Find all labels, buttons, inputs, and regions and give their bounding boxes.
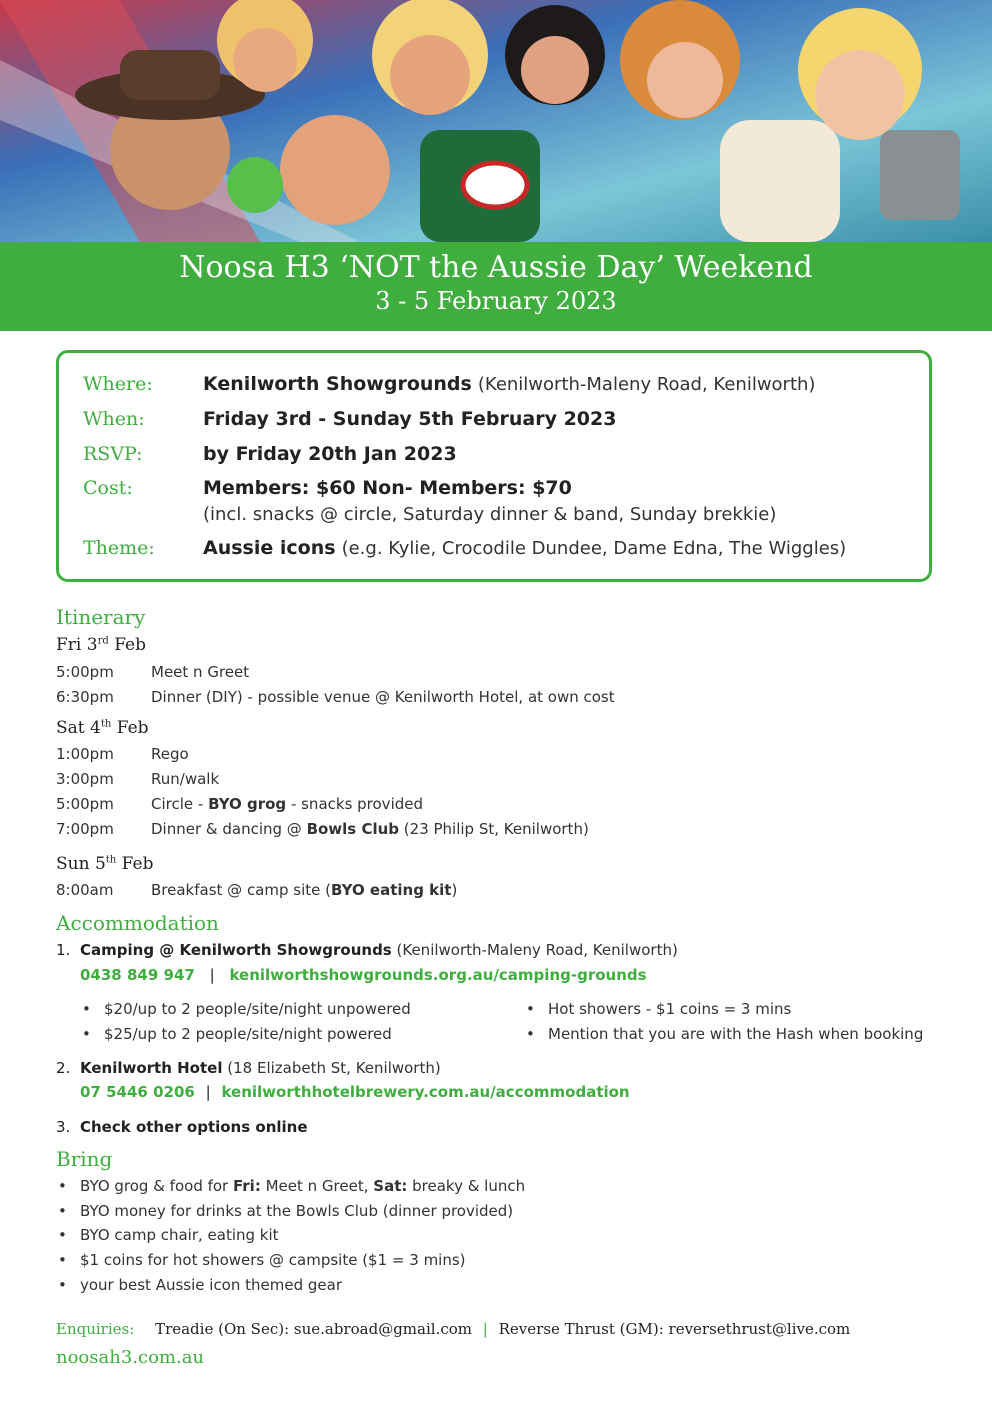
itinerary-item: 6:30pm Dinner (DIY) - possible venue @ Kenilworth Hotel, at own cost: [56, 688, 615, 706]
theme-examples: (e.g. Kylie, Crocodile Dundee, Dame Edna, The Wiggles): [341, 538, 847, 559]
where-venue: Kenilworth Showgrounds: [203, 373, 472, 395]
contact-gm[interactable]: Reverse Thrust (GM): reversethrust@live.com: [498, 1320, 851, 1338]
enquiries-label: Enquiries:: [56, 1320, 135, 1338]
event-dates: 3 - 5 February 2023: [375, 287, 617, 315]
itinerary-item: 5:00pm Meet n Greet: [56, 663, 250, 681]
bring-heading: Bring: [56, 1147, 113, 1171]
itinerary-item: 1:00pm Rego: [56, 745, 189, 763]
itinerary-item: 7:00pm Dinner & dancing @ Bowls Club (23 Philip St, Kenilworth): [56, 820, 589, 838]
where-label: Where:: [83, 373, 153, 395]
day-friday: Fri 3rd Feb: [56, 635, 146, 655]
accommodation-item-1: 1. Camping @ Kenilworth Showgrounds (Kenilworth-Maleny Road, Kenilworth): [56, 941, 678, 959]
title-banner: [0, 242, 992, 331]
theme-label: Theme:: [83, 537, 155, 559]
when-label: When:: [83, 408, 145, 430]
camping-bullet: • $20/up to 2 people/site/night unpowered: [104, 1000, 411, 1018]
camping-bullet: • Mention that you are with the Hash when booking: [548, 1025, 923, 1043]
accommodation-heading: Accommodation: [56, 911, 219, 935]
day-saturday: Sat 4th Feb: [56, 718, 149, 738]
itinerary-item: 8:00am Breakfast @ camp site (BYO eating kit): [56, 881, 458, 899]
event-title: Noosa H3 ‘NOT the Aussie Day’ Weekend: [179, 250, 813, 285]
hero-illustration: [0, 0, 992, 242]
itinerary-item: 3:00pm Run/walk: [56, 770, 220, 788]
bring-item: • BYO camp chair, eating kit: [80, 1226, 279, 1244]
rsvp-label: RSVP:: [83, 443, 143, 465]
day-sunday: Sun 5th Feb: [56, 854, 154, 874]
enquiries-line: Enquiries: Treadie (On Sec): sue.abroad@gmail.com | Reverse Thrust (GM): reversethrust@live.com: [56, 1320, 851, 1338]
bring-item: • your best Aussie icon themed gear: [80, 1276, 342, 1294]
contact-secretary[interactable]: Treadie (On Sec): sue.abroad@gmail.com: [155, 1320, 472, 1338]
website-link[interactable]: noosah3.com.au: [56, 1347, 205, 1368]
accommodation-item-3: 3. Check other options online: [56, 1118, 308, 1136]
cost-label: Cost:: [83, 477, 133, 499]
hotel-link[interactable]: kenilworthhotelbrewery.com.au/accommodation: [221, 1083, 630, 1101]
where-address: (Kenilworth-Maleny Road, Kenilworth): [477, 374, 816, 395]
accommodation-item-2-contact: 07 5446 0206 | kenilworthhotelbrewery.com.au/accommodation: [80, 1083, 630, 1101]
event-details-box: [56, 350, 932, 582]
when-value: Friday 3rd - Sunday 5th February 2023: [203, 408, 617, 430]
itinerary-item: 5:00pm Circle - BYO grog - snacks provided: [56, 795, 424, 813]
bring-item: • $1 coins for hot showers @ campsite ($1 = 3 mins): [80, 1251, 466, 1269]
bring-item: • BYO money for drinks at the Bowls Club (dinner provided): [80, 1202, 513, 1220]
camping-link[interactable]: kenilworthshowgrounds.org.au/camping-grounds: [229, 966, 647, 984]
camping-phone[interactable]: 0438 849 947: [80, 966, 195, 984]
hotel-phone[interactable]: 07 5446 0206: [80, 1083, 195, 1101]
accommodation-item-2: 2. Kenilworth Hotel (18 Elizabeth St, Kenilworth): [56, 1059, 441, 1077]
rsvp-value: by Friday 20th Jan 2023: [203, 443, 457, 465]
camping-bullet: • Hot showers - $1 coins = 3 mins: [548, 1000, 791, 1018]
cost-note: (incl. snacks @ circle, Saturday dinner & band, Sunday brekkie): [203, 504, 777, 525]
bring-item: • BYO grog & food for Fri: Meet n Greet, Sat: breaky & lunch: [80, 1177, 525, 1195]
camping-bullet: • $25/up to 2 people/site/night powered: [104, 1025, 392, 1043]
itinerary-heading: Itinerary: [56, 605, 146, 629]
accommodation-item-1-contact: 0438 849 947 | kenilworthshowgrounds.org.au/camping-grounds: [80, 966, 647, 984]
aussie-icons-caricature-image: [0, 0, 992, 242]
theme-value: Aussie icons: [203, 537, 336, 559]
cost-value: Members: $60 Non- Members: $70: [203, 477, 572, 499]
